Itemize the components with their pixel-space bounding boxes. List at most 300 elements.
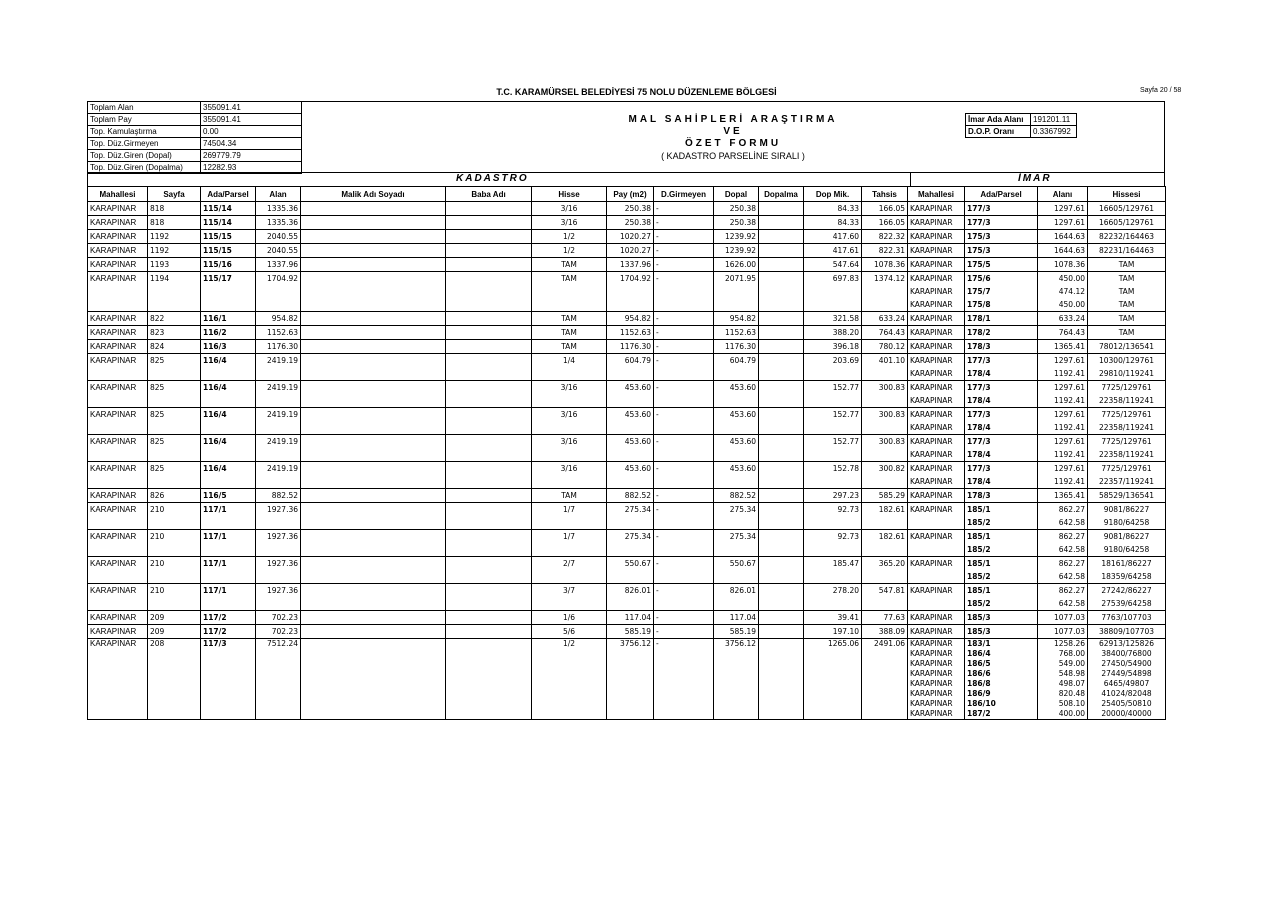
dopal-cell: 1176.30 xyxy=(714,340,759,354)
column-header: Mahallesi xyxy=(908,187,965,202)
mahallesi-cell: KARAPINAR xyxy=(88,202,148,216)
imar-mahallesi-cell: KARAPINAR xyxy=(908,584,965,598)
alan-cell: 2419.19 xyxy=(256,435,301,449)
hisse-cell xyxy=(532,689,607,699)
baba-cell xyxy=(446,244,532,258)
tahsis-cell: 1374.12 xyxy=(862,272,908,286)
imar-ada-parsel-cell: 186/5 xyxy=(965,659,1038,669)
imar-mahallesi-cell: KARAPINAR xyxy=(908,394,965,408)
imar-mahallesi-cell: KARAPINAR xyxy=(908,557,965,571)
alan-cell: 1152.63 xyxy=(256,326,301,340)
tahsis-cell: 822.31 xyxy=(862,244,908,258)
pay-cell: 1176.30 xyxy=(607,340,654,354)
baba-cell xyxy=(446,258,532,272)
baba-cell xyxy=(446,285,532,298)
baba-cell xyxy=(446,669,532,679)
dop-mik-cell: 84.33 xyxy=(804,216,862,230)
imar-alani-cell: 1077.03 xyxy=(1038,625,1088,639)
tahsis-cell: 547.81 xyxy=(862,584,908,598)
summary-value: 12282.93 xyxy=(201,162,302,174)
mahallesi-cell: KARAPINAR xyxy=(88,625,148,639)
baba-cell xyxy=(446,649,532,659)
imar-hissesi-cell: 16605/129761 xyxy=(1088,216,1166,230)
dop-mik-cell xyxy=(804,475,862,489)
imar-hissesi-cell: 22358/119241 xyxy=(1088,421,1166,435)
ada-parsel-cell: 117/1 xyxy=(201,530,256,544)
d-girmeyen-cell xyxy=(654,689,714,699)
malik-cell xyxy=(301,285,446,298)
d-girmeyen-cell xyxy=(654,367,714,381)
imar-hissesi-cell: 9081/86227 xyxy=(1088,530,1166,544)
sayfa-cell: 1194 xyxy=(148,272,201,286)
imar-mahallesi-cell: KARAPINAR xyxy=(908,202,965,216)
mahallesi-cell: KARAPINAR xyxy=(88,639,148,650)
imar-mahallesi-cell: KARAPINAR xyxy=(908,475,965,489)
dopalma-cell xyxy=(759,639,804,650)
tahsis-cell: 166.05 xyxy=(862,216,908,230)
ada-parsel-cell: 116/4 xyxy=(201,408,256,422)
ada-parsel-cell: 117/1 xyxy=(201,584,256,598)
mahallesi-cell: KARAPINAR xyxy=(88,435,148,449)
malik-cell xyxy=(301,475,446,489)
imar-ada-parsel-cell: 177/3 xyxy=(965,408,1038,422)
pay-cell: 1337.96 xyxy=(607,258,654,272)
d-girmeyen-cell xyxy=(654,699,714,709)
ada-parsel-cell xyxy=(201,689,256,699)
table-row xyxy=(88,611,1166,625)
sayfa-cell xyxy=(148,543,201,557)
dopal-cell: 2071.95 xyxy=(714,272,759,286)
sayfa-cell: 209 xyxy=(148,625,201,639)
malik-cell xyxy=(301,679,446,689)
pay-cell: 1020.27 xyxy=(607,230,654,244)
hisse-cell xyxy=(532,285,607,298)
dopal-cell: 1239.92 xyxy=(714,244,759,258)
alan-cell xyxy=(256,394,301,408)
pay-cell: 1020.27 xyxy=(607,244,654,258)
imar-hissesi-cell: TAM xyxy=(1088,258,1166,272)
imar-hissesi-cell: TAM xyxy=(1088,312,1166,326)
imar-mahallesi-cell: KARAPINAR xyxy=(908,340,965,354)
d-girmeyen-cell xyxy=(654,669,714,679)
dopalma-cell xyxy=(759,649,804,659)
imar-alani-cell: 549.00 xyxy=(1038,659,1088,669)
imar-hissesi-cell: 18359/64258 xyxy=(1088,570,1166,584)
tahsis-cell xyxy=(862,298,908,312)
dopal-cell xyxy=(714,516,759,530)
hisse-cell xyxy=(532,448,607,462)
imar-ada-parsel-cell: 177/3 xyxy=(965,216,1038,230)
ada-parsel-cell: 117/3 xyxy=(201,639,256,650)
imar-alani-cell: 1297.61 xyxy=(1038,216,1088,230)
imar-alani-cell: 1192.41 xyxy=(1038,475,1088,489)
d-girmeyen-cell: - xyxy=(654,244,714,258)
imar-hissesi-cell: 22358/119241 xyxy=(1088,394,1166,408)
imar-hissesi-cell: 41024/82048 xyxy=(1088,689,1166,699)
table-row xyxy=(88,421,1166,435)
pay-cell: 453.60 xyxy=(607,408,654,422)
dop-mik-cell xyxy=(804,597,862,611)
dop-mik-cell xyxy=(804,570,862,584)
mahallesi-cell: KARAPINAR xyxy=(88,381,148,395)
imar-mahallesi-cell: KARAPINAR xyxy=(908,489,965,503)
hisse-cell xyxy=(532,475,607,489)
dopal-cell: 275.34 xyxy=(714,503,759,517)
malik-cell xyxy=(301,298,446,312)
imar-alani-cell: 1192.41 xyxy=(1038,421,1088,435)
dop-mik-cell: 697.83 xyxy=(804,272,862,286)
hisse-cell: 1/7 xyxy=(532,503,607,517)
tahsis-cell: 77.63 xyxy=(862,611,908,625)
dop-mik-cell: 152.77 xyxy=(804,435,862,449)
d-girmeyen-cell: - xyxy=(654,503,714,517)
summary-row xyxy=(88,102,302,114)
imar-section-label: İMAR xyxy=(1018,173,1052,184)
alan-cell: 2040.55 xyxy=(256,230,301,244)
d-girmeyen-cell: - xyxy=(654,625,714,639)
imar-mahallesi-cell: KARAPINAR xyxy=(908,216,965,230)
dopal-cell xyxy=(714,669,759,679)
summary-value: 355091.41 xyxy=(201,102,302,114)
imar-ada-parsel-cell: 186/4 xyxy=(965,649,1038,659)
mahallesi-cell: KARAPINAR xyxy=(88,503,148,517)
table-row xyxy=(88,689,1166,699)
mahallesi-cell xyxy=(88,669,148,679)
dop-mik-cell: 197.10 xyxy=(804,625,862,639)
sayfa-cell: 824 xyxy=(148,340,201,354)
imar-alani-cell: 1297.61 xyxy=(1038,408,1088,422)
d-girmeyen-cell: - xyxy=(654,435,714,449)
summary-row xyxy=(88,126,302,138)
dopal-cell: 453.60 xyxy=(714,381,759,395)
tahsis-cell: 300.83 xyxy=(862,435,908,449)
mahallesi-cell: KARAPINAR xyxy=(88,408,148,422)
dopalma-cell xyxy=(759,625,804,639)
sayfa-cell xyxy=(148,570,201,584)
sayfa-cell: 825 xyxy=(148,462,201,476)
imar-hissesi-cell: 7725/129761 xyxy=(1088,381,1166,395)
pay-cell xyxy=(607,298,654,312)
imar-ada-parsel-cell: 177/3 xyxy=(965,462,1038,476)
summary-label: Top. Kamulaştırma xyxy=(88,126,201,138)
baba-cell xyxy=(446,230,532,244)
sayfa-cell: 1192 xyxy=(148,230,201,244)
malik-cell xyxy=(301,354,446,368)
dopalma-cell xyxy=(759,543,804,557)
pay-cell xyxy=(607,709,654,720)
imar-mahallesi-cell: KARAPINAR xyxy=(908,649,965,659)
table-row xyxy=(88,230,1166,244)
column-header: Pay (m2) xyxy=(607,187,654,202)
ada-parsel-cell: 115/16 xyxy=(201,258,256,272)
dopalma-cell xyxy=(759,272,804,286)
tahsis-cell xyxy=(862,421,908,435)
table-row xyxy=(88,408,1166,422)
imar-mahallesi-cell xyxy=(908,570,965,584)
d-girmeyen-cell: - xyxy=(654,557,714,571)
ada-parsel-cell xyxy=(201,659,256,669)
ada-parsel-cell: 115/15 xyxy=(201,244,256,258)
ada-parsel-cell xyxy=(201,448,256,462)
imar-alani-cell: 633.24 xyxy=(1038,312,1088,326)
imar-mahallesi-cell: KARAPINAR xyxy=(908,258,965,272)
dopal-cell: 1626.00 xyxy=(714,258,759,272)
malik-cell xyxy=(301,448,446,462)
sayfa-cell xyxy=(148,421,201,435)
imar-alani-cell: 768.00 xyxy=(1038,649,1088,659)
pay-cell: 604.79 xyxy=(607,354,654,368)
dopalma-cell xyxy=(759,408,804,422)
table-row xyxy=(88,699,1166,709)
baba-cell xyxy=(446,216,532,230)
column-header: Malik Adı Soyadı xyxy=(301,187,446,202)
imar-mahallesi-cell: KARAPINAR xyxy=(908,679,965,689)
sayfa-cell: 826 xyxy=(148,489,201,503)
table-row xyxy=(88,679,1166,689)
table-row xyxy=(88,709,1166,720)
baba-cell xyxy=(446,689,532,699)
dop-mik-cell xyxy=(804,699,862,709)
dop-mik-cell: 84.33 xyxy=(804,202,862,216)
d-girmeyen-cell: - xyxy=(654,312,714,326)
alan-cell xyxy=(256,516,301,530)
tahsis-cell: 633.24 xyxy=(862,312,908,326)
tahsis-cell xyxy=(862,394,908,408)
mahallesi-cell: KARAPINAR xyxy=(88,258,148,272)
ada-parsel-cell: 117/1 xyxy=(201,557,256,571)
malik-cell xyxy=(301,272,446,286)
baba-cell xyxy=(446,639,532,650)
table-row xyxy=(88,462,1166,476)
imar-ada-parsel-cell: 178/4 xyxy=(965,475,1038,489)
ada-parsel-cell xyxy=(201,298,256,312)
pay-cell: 3756.12 xyxy=(607,639,654,650)
mahallesi-cell xyxy=(88,570,148,584)
dop-mik-cell xyxy=(804,709,862,720)
imar-ada-parsel-cell: 185/2 xyxy=(965,516,1038,530)
imar-alani-cell: 1365.41 xyxy=(1038,489,1088,503)
mahallesi-cell: KARAPINAR xyxy=(88,230,148,244)
imar-mahallesi-cell: KARAPINAR xyxy=(908,326,965,340)
tahsis-cell xyxy=(862,709,908,720)
hisse-cell xyxy=(532,709,607,720)
dopalma-cell xyxy=(759,285,804,298)
malik-cell xyxy=(301,503,446,517)
summary-label: Top. Düz.Giren (Dopal) xyxy=(88,150,201,162)
ada-parsel-cell xyxy=(201,709,256,720)
pay-cell: 250.38 xyxy=(607,216,654,230)
tahsis-cell xyxy=(862,659,908,669)
tahsis-cell xyxy=(862,699,908,709)
imar-ada-parsel-cell: 185/2 xyxy=(965,597,1038,611)
imar-alani-cell: 1192.41 xyxy=(1038,448,1088,462)
imar-ada-parsel-cell: 186/9 xyxy=(965,689,1038,699)
dopalma-cell xyxy=(759,530,804,544)
imar-hissesi-cell: 16605/129761 xyxy=(1088,202,1166,216)
hisse-cell: 2/7 xyxy=(532,557,607,571)
d-girmeyen-cell: - xyxy=(654,530,714,544)
mahallesi-cell: KARAPINAR xyxy=(88,216,148,230)
dop-mik-cell: 152.77 xyxy=(804,408,862,422)
pay-cell: 1704.92 xyxy=(607,272,654,286)
ada-parsel-cell xyxy=(201,475,256,489)
mahallesi-cell: KARAPINAR xyxy=(88,584,148,598)
pay-cell: 275.34 xyxy=(607,503,654,517)
dop-mik-cell: 92.73 xyxy=(804,503,862,517)
summary-label: Toplam Alan xyxy=(88,102,201,114)
imar-ada-parsel-cell: 175/3 xyxy=(965,244,1038,258)
dopalma-cell xyxy=(759,421,804,435)
imar-ada-parsel-cell: 178/4 xyxy=(965,448,1038,462)
dop-mik-cell xyxy=(804,679,862,689)
tahsis-cell xyxy=(862,475,908,489)
alan-cell xyxy=(256,689,301,699)
imar-hissesi-cell: TAM xyxy=(1088,272,1166,286)
dopalma-cell xyxy=(759,659,804,669)
baba-cell xyxy=(446,516,532,530)
pay-cell xyxy=(607,570,654,584)
table-row xyxy=(88,516,1166,530)
baba-cell xyxy=(446,543,532,557)
mahallesi-cell: KARAPINAR xyxy=(88,326,148,340)
imar-ada-parsel-cell: 185/1 xyxy=(965,530,1038,544)
baba-cell xyxy=(446,394,532,408)
pay-cell: 826.01 xyxy=(607,584,654,598)
imar-alani-cell: 400.00 xyxy=(1038,709,1088,720)
imar-info-value: 0.3367992 xyxy=(1031,126,1077,138)
imar-ada-parsel-cell: 178/2 xyxy=(965,326,1038,340)
imar-info-label: D.O.P. Oranı xyxy=(966,126,1031,138)
hisse-cell xyxy=(532,699,607,709)
pay-cell xyxy=(607,699,654,709)
dopal-cell: 453.60 xyxy=(714,462,759,476)
imar-alani-cell: 1297.61 xyxy=(1038,381,1088,395)
tahsis-cell xyxy=(862,543,908,557)
imar-alani-cell: 450.00 xyxy=(1038,272,1088,286)
malik-cell xyxy=(301,312,446,326)
malik-cell xyxy=(301,584,446,598)
ada-parsel-cell: 116/4 xyxy=(201,435,256,449)
d-girmeyen-cell: - xyxy=(654,584,714,598)
table-row xyxy=(88,597,1166,611)
mahallesi-cell xyxy=(88,421,148,435)
dop-mik-cell xyxy=(804,516,862,530)
malik-cell xyxy=(301,489,446,503)
table-row xyxy=(88,639,1166,650)
ada-parsel-cell xyxy=(201,699,256,709)
tahsis-cell: 780.12 xyxy=(862,340,908,354)
imar-hissesi-cell: 27539/64258 xyxy=(1088,597,1166,611)
sayfa-cell xyxy=(148,649,201,659)
malik-cell xyxy=(301,689,446,699)
dopal-cell: 585.19 xyxy=(714,625,759,639)
sayfa-cell xyxy=(148,699,201,709)
alan-cell: 2419.19 xyxy=(256,462,301,476)
imar-hissesi-cell: 25405/50810 xyxy=(1088,699,1166,709)
ada-parsel-cell xyxy=(201,421,256,435)
alan-cell: 1927.36 xyxy=(256,503,301,517)
mahallesi-cell xyxy=(88,679,148,689)
malik-cell xyxy=(301,244,446,258)
baba-cell xyxy=(446,530,532,544)
dopalma-cell xyxy=(759,709,804,720)
dopalma-cell xyxy=(759,367,804,381)
summary-label: Top. Düz.Girmeyen xyxy=(88,138,201,150)
imar-mahallesi-cell: KARAPINAR xyxy=(908,272,965,286)
sayfa-cell xyxy=(148,475,201,489)
imar-hissesi-cell: 9180/64258 xyxy=(1088,516,1166,530)
imar-hissesi-cell: 20000/40000 xyxy=(1088,709,1166,720)
dop-mik-cell: 278.20 xyxy=(804,584,862,598)
column-header: Alanı xyxy=(1038,187,1088,202)
sayfa-cell: 823 xyxy=(148,326,201,340)
baba-cell xyxy=(446,679,532,689)
imar-alani-cell: 1077.03 xyxy=(1038,611,1088,625)
malik-cell xyxy=(301,258,446,272)
sayfa-cell: 1193 xyxy=(148,258,201,272)
summary-row xyxy=(88,138,302,150)
table-row xyxy=(88,659,1166,669)
imar-alani-cell: 642.58 xyxy=(1038,570,1088,584)
imar-info-label: İmar Ada Alanı xyxy=(966,114,1031,126)
table-row xyxy=(88,367,1166,381)
hisse-cell: 3/16 xyxy=(532,462,607,476)
malik-cell xyxy=(301,659,446,669)
imar-ada-parsel-cell: 185/2 xyxy=(965,543,1038,557)
table-row xyxy=(88,312,1166,326)
imar-alani-cell: 862.27 xyxy=(1038,557,1088,571)
alan-cell xyxy=(256,649,301,659)
tahsis-cell: 365.20 xyxy=(862,557,908,571)
hisse-cell xyxy=(532,570,607,584)
table-row xyxy=(88,394,1166,408)
imar-alani-cell: 862.27 xyxy=(1038,530,1088,544)
ada-parsel-cell xyxy=(201,394,256,408)
mahallesi-cell xyxy=(88,709,148,720)
malik-cell xyxy=(301,669,446,679)
d-girmeyen-cell: - xyxy=(654,326,714,340)
table-row xyxy=(88,530,1166,544)
malik-cell xyxy=(301,709,446,720)
alan-cell xyxy=(256,475,301,489)
imar-mahallesi-cell: KARAPINAR xyxy=(908,448,965,462)
dopal-cell: 250.38 xyxy=(714,202,759,216)
imar-ada-parsel-cell: 183/1 xyxy=(965,639,1038,650)
mahallesi-cell: KARAPINAR xyxy=(88,354,148,368)
dop-mik-cell: 417.60 xyxy=(804,230,862,244)
baba-cell xyxy=(446,557,532,571)
ada-parsel-cell xyxy=(201,543,256,557)
malik-cell xyxy=(301,340,446,354)
tahsis-cell: 764.43 xyxy=(862,326,908,340)
table-row xyxy=(88,285,1166,298)
dopal-cell: 1152.63 xyxy=(714,326,759,340)
tahsis-cell: 585.29 xyxy=(862,489,908,503)
tahsis-cell xyxy=(862,669,908,679)
d-girmeyen-cell: - xyxy=(654,340,714,354)
form-title-line1: MAL SAHİPLERİ ARAŞTIRMA xyxy=(628,114,838,125)
mahallesi-cell: KARAPINAR xyxy=(88,244,148,258)
imar-mahallesi-cell: KARAPINAR xyxy=(908,639,965,650)
alan-cell xyxy=(256,597,301,611)
imar-hissesi-cell: 78012/136541 xyxy=(1088,340,1166,354)
dopalma-cell xyxy=(759,557,804,571)
dop-mik-cell xyxy=(804,285,862,298)
dopalma-cell xyxy=(759,597,804,611)
ada-parsel-cell: 116/3 xyxy=(201,340,256,354)
hisse-cell: TAM xyxy=(532,258,607,272)
imar-hissesi-cell: 38809/107703 xyxy=(1088,625,1166,639)
